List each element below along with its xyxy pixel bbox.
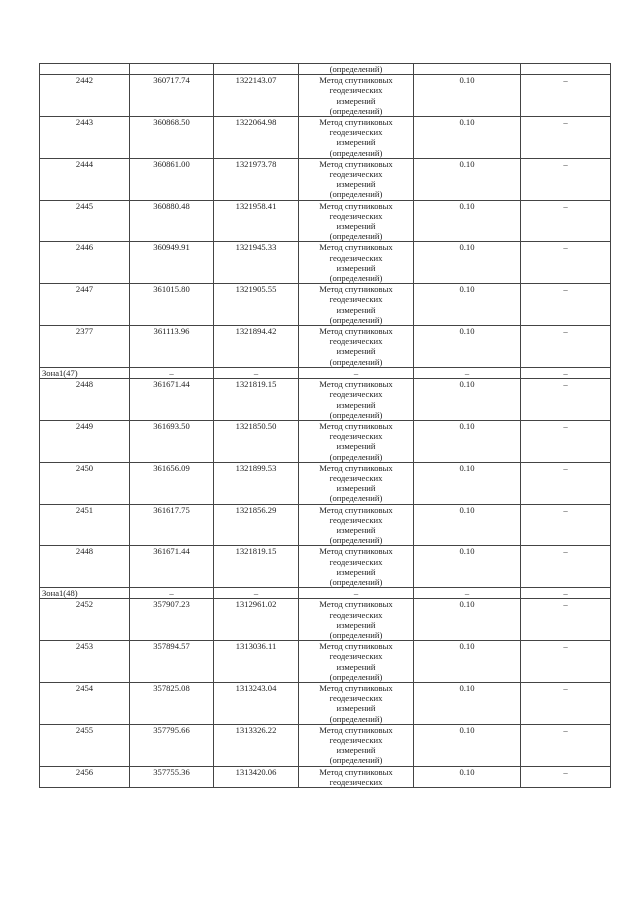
point-id-cell: Зона1(48) xyxy=(40,588,130,599)
method-cell: (определений) xyxy=(299,64,414,75)
table-row xyxy=(40,766,611,787)
coord-x-cell: 361656.09 xyxy=(130,462,214,504)
point-id-cell: 2442 xyxy=(40,75,130,117)
table-row xyxy=(40,158,611,200)
accuracy-cell: 0.10 xyxy=(414,284,521,326)
accuracy-cell: – xyxy=(414,367,521,378)
accuracy-cell: 0.10 xyxy=(414,599,521,641)
description-cell: – xyxy=(521,367,611,378)
method-cell: Метод спутниковых геодезических измерений (определений) xyxy=(299,379,414,421)
description-cell: – xyxy=(521,682,611,724)
description-cell: – xyxy=(521,117,611,159)
coord-y-cell: 1321945.33 xyxy=(214,242,299,284)
table-row xyxy=(40,599,611,641)
table-row xyxy=(40,504,611,546)
table-row xyxy=(40,326,611,368)
point-id-cell: Зона1(47) xyxy=(40,367,130,378)
coord-x-cell: – xyxy=(130,588,214,599)
table-row xyxy=(40,546,611,588)
accuracy-cell: 0.10 xyxy=(414,420,521,462)
accuracy-cell: 0.10 xyxy=(414,504,521,546)
description-cell: – xyxy=(521,504,611,546)
method-cell: Метод спутниковых геодезических измерений (определений) xyxy=(299,242,414,284)
coord-y-cell xyxy=(214,64,299,75)
description-cell: – xyxy=(521,326,611,368)
table-row xyxy=(40,117,611,159)
accuracy-cell: 0.10 xyxy=(414,766,521,787)
coord-y-cell: 1321894.42 xyxy=(214,326,299,368)
point-id-cell: 2453 xyxy=(40,641,130,683)
method-cell: Метод спутниковых геодезических измерений (определений) xyxy=(299,420,414,462)
coord-x-cell: 357907.23 xyxy=(130,599,214,641)
method-cell: Метод спутниковых геодезических измерений (определений) xyxy=(299,641,414,683)
coord-x-cell: 357894.57 xyxy=(130,641,214,683)
accuracy-cell: 0.10 xyxy=(414,117,521,159)
method-cell: Метод спутниковых геодезических измерений (определений) xyxy=(299,326,414,368)
point-id-cell: 2456 xyxy=(40,766,130,787)
coord-x-cell: 360949.91 xyxy=(130,242,214,284)
table-row xyxy=(40,379,611,421)
zone-row xyxy=(40,588,611,599)
table-row xyxy=(40,242,611,284)
table-row xyxy=(40,200,611,242)
coordinates-table-body xyxy=(40,64,611,788)
description-cell: – xyxy=(521,724,611,766)
coord-y-cell: – xyxy=(214,367,299,378)
accuracy-cell: 0.10 xyxy=(414,379,521,421)
coord-y-cell: 1321958.41 xyxy=(214,200,299,242)
description-cell: – xyxy=(521,641,611,683)
method-cell: Метод спутниковых геодезических измерений (определений) xyxy=(299,158,414,200)
method-cell: – xyxy=(299,588,414,599)
point-id-cell: 2445 xyxy=(40,200,130,242)
coord-x-cell: 361617.75 xyxy=(130,504,214,546)
description-cell: – xyxy=(521,284,611,326)
point-id-cell: 2451 xyxy=(40,504,130,546)
description-cell: – xyxy=(521,420,611,462)
coord-y-cell: 1321905.55 xyxy=(214,284,299,326)
coordinates-table xyxy=(39,63,611,788)
accuracy-cell: – xyxy=(414,588,521,599)
description-cell: – xyxy=(521,158,611,200)
method-cell: Метод спутниковых геодезических измерений (определений) xyxy=(299,504,414,546)
accuracy-cell: 0.10 xyxy=(414,242,521,284)
description-cell: – xyxy=(521,75,611,117)
coord-x-cell: 361113.96 xyxy=(130,326,214,368)
coord-y-cell: 1313036.11 xyxy=(214,641,299,683)
coord-y-cell: 1312961.02 xyxy=(214,599,299,641)
coord-x-cell: 360868.50 xyxy=(130,117,214,159)
accuracy-cell: 0.10 xyxy=(414,724,521,766)
method-cell: Метод спутниковых геодезических измерений (определений) xyxy=(299,682,414,724)
coord-y-cell: 1322143.07 xyxy=(214,75,299,117)
table-row xyxy=(40,284,611,326)
accuracy-cell: 0.10 xyxy=(414,682,521,724)
coord-y-cell: 1321819.15 xyxy=(214,546,299,588)
coord-y-cell: 1321856.29 xyxy=(214,504,299,546)
method-cell: Метод спутниковых геодезических xyxy=(299,766,414,787)
coord-x-cell: 357795.66 xyxy=(130,724,214,766)
continued-row xyxy=(40,64,611,75)
point-id-cell: 2452 xyxy=(40,599,130,641)
accuracy-cell: 0.10 xyxy=(414,641,521,683)
point-id-cell: 2448 xyxy=(40,379,130,421)
coord-x-cell: 361015.80 xyxy=(130,284,214,326)
method-cell: Метод спутниковых геодезических измерений (определений) xyxy=(299,599,414,641)
method-cell: Метод спутниковых геодезических измерений (определений) xyxy=(299,75,414,117)
accuracy-cell xyxy=(414,64,521,75)
table-row xyxy=(40,724,611,766)
accuracy-cell: 0.10 xyxy=(414,462,521,504)
method-cell: Метод спутниковых геодезических измерений (определений) xyxy=(299,200,414,242)
point-id-cell: 2449 xyxy=(40,420,130,462)
method-cell: Метод спутниковых геодезических измерений (определений) xyxy=(299,462,414,504)
coord-x-cell: 360880.48 xyxy=(130,200,214,242)
description-cell: – xyxy=(521,200,611,242)
description-cell: – xyxy=(521,766,611,787)
accuracy-cell: 0.10 xyxy=(414,326,521,368)
coord-y-cell: 1321850.50 xyxy=(214,420,299,462)
coord-x-cell: – xyxy=(130,367,214,378)
point-id-cell: 2444 xyxy=(40,158,130,200)
table-row xyxy=(40,75,611,117)
point-id-cell: 2447 xyxy=(40,284,130,326)
coord-x-cell: 360861.00 xyxy=(130,158,214,200)
table-row xyxy=(40,682,611,724)
coord-y-cell: 1313326.22 xyxy=(214,724,299,766)
point-id-cell: 2443 xyxy=(40,117,130,159)
point-id-cell xyxy=(40,64,130,75)
coord-x-cell: 357825.08 xyxy=(130,682,214,724)
accuracy-cell: 0.10 xyxy=(414,200,521,242)
point-id-cell: 2448 xyxy=(40,546,130,588)
coord-x-cell: 360717.74 xyxy=(130,75,214,117)
point-id-cell: 2455 xyxy=(40,724,130,766)
coord-y-cell: 1321899.53 xyxy=(214,462,299,504)
method-cell: Метод спутниковых геодезических измерений (определений) xyxy=(299,546,414,588)
coord-x-cell xyxy=(130,64,214,75)
method-cell: Метод спутниковых геодезических измерений (определений) xyxy=(299,117,414,159)
table-row xyxy=(40,420,611,462)
method-cell: Метод спутниковых геодезических измерений (определений) xyxy=(299,284,414,326)
coord-y-cell: – xyxy=(214,588,299,599)
table-row xyxy=(40,462,611,504)
accuracy-cell: 0.10 xyxy=(414,75,521,117)
coord-y-cell: 1321973.78 xyxy=(214,158,299,200)
coord-x-cell: 361693.50 xyxy=(130,420,214,462)
description-cell: – xyxy=(521,242,611,284)
zone-row xyxy=(40,367,611,378)
accuracy-cell: 0.10 xyxy=(414,158,521,200)
description-cell xyxy=(521,64,611,75)
description-cell: – xyxy=(521,588,611,599)
description-cell: – xyxy=(521,462,611,504)
method-cell: Метод спутниковых геодезических измерений (определений) xyxy=(299,724,414,766)
description-cell: – xyxy=(521,379,611,421)
point-id-cell: 2450 xyxy=(40,462,130,504)
point-id-cell: 2454 xyxy=(40,682,130,724)
description-cell: – xyxy=(521,599,611,641)
coord-y-cell: 1322064.98 xyxy=(214,117,299,159)
coord-x-cell: 361671.44 xyxy=(130,379,214,421)
point-id-cell: 2446 xyxy=(40,242,130,284)
coord-y-cell: 1313243.04 xyxy=(214,682,299,724)
coord-x-cell: 357755.36 xyxy=(130,766,214,787)
coord-x-cell: 361671.44 xyxy=(130,546,214,588)
description-cell: – xyxy=(521,546,611,588)
coord-y-cell: 1313420.06 xyxy=(214,766,299,787)
point-id-cell: 2377 xyxy=(40,326,130,368)
method-cell: – xyxy=(299,367,414,378)
coord-y-cell: 1321819.15 xyxy=(214,379,299,421)
table-row xyxy=(40,641,611,683)
accuracy-cell: 0.10 xyxy=(414,546,521,588)
